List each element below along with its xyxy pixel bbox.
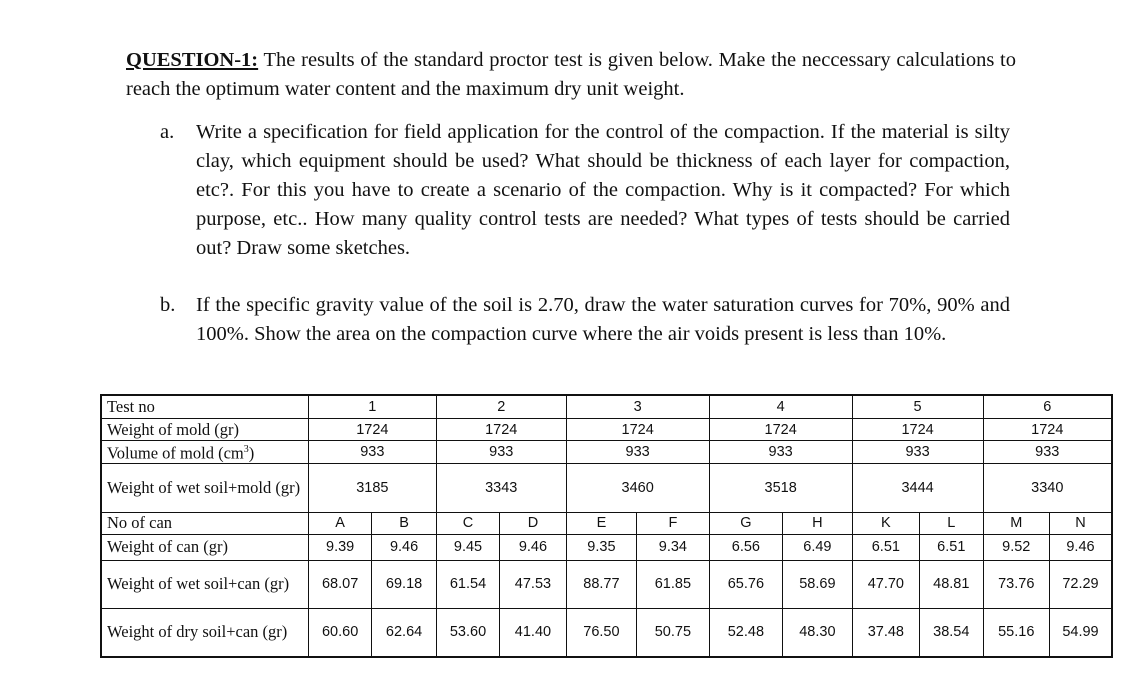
table-row-mold-volume: [101, 441, 1112, 464]
wet-soil-mold-cell: 3185: [308, 463, 436, 512]
can-weight-cell: 6.49: [783, 534, 852, 560]
label-mold-volume-text: Volume of mold (cm: [107, 443, 244, 463]
table-row-wet-soil-mold: [101, 463, 1112, 512]
mold-weight-cell: 1724: [983, 419, 1112, 441]
question-paragraph: [126, 46, 1016, 104]
can-id-cell: K: [852, 512, 919, 534]
list-item-a: [160, 118, 1010, 263]
dry-soil-can-cell: 53.60: [436, 608, 499, 657]
test-number-cell: 6: [983, 395, 1112, 419]
wet-soil-mold-cell: 3343: [436, 463, 566, 512]
dry-soil-can-cell: 52.48: [709, 608, 783, 657]
test-number-cell: 5: [852, 395, 983, 419]
can-weight-cell: 9.46: [1049, 534, 1112, 560]
can-weight-cell: 9.45: [436, 534, 499, 560]
dry-soil-can-cell: 76.50: [566, 608, 636, 657]
dry-soil-can-cell: 48.30: [783, 608, 852, 657]
mold-weight-cell: 1724: [852, 419, 983, 441]
label-can-weight: Weight of can (gr): [101, 534, 308, 560]
wet-soil-mold-cell: 3460: [566, 463, 709, 512]
label-dry-soil-can: Weight of dry soil+can (gr): [101, 608, 308, 657]
list-item-b-text: If the specific gravity value of the soil is 2.70, draw the water saturation curves for 70%, 90% and 100%. Show the area on the compaction curve where the air voids present is less than 10%.: [196, 294, 1010, 345]
wet-soil-mold-cell: 3340: [983, 463, 1112, 512]
can-id-cell: C: [436, 512, 499, 534]
wet-soil-can-cell: 68.07: [308, 560, 371, 608]
label-wet-soil-mold: Weight of wet soil+mold (gr): [101, 463, 308, 512]
wet-soil-can-cell: 48.81: [920, 560, 983, 608]
mold-weight-cell: 1724: [709, 419, 852, 441]
test-number-cell: 1: [308, 395, 436, 419]
can-id-cell: A: [308, 512, 371, 534]
wet-soil-can-cell: 69.18: [372, 560, 436, 608]
mold-weight-cell: 1724: [436, 419, 566, 441]
list-item-b: [160, 291, 1010, 349]
can-id-cell: G: [709, 512, 783, 534]
test-number-cell: 4: [709, 395, 852, 419]
can-id-cell: H: [783, 512, 852, 534]
label-mold-volume: [101, 441, 308, 464]
question-text: The results of the standard proctor test is given below. Make the neccessary calculations to reach the optimum water content and the maximum dry unit weight.: [126, 49, 1016, 100]
dry-soil-can-cell: 54.99: [1049, 608, 1112, 657]
can-weight-cell: 6.51: [920, 534, 983, 560]
wet-soil-can-cell: 88.77: [566, 560, 636, 608]
can-weight-cell: 9.52: [983, 534, 1049, 560]
dry-soil-can-cell: 62.64: [372, 608, 436, 657]
wet-soil-can-cell: 61.54: [436, 560, 499, 608]
can-weight-cell: 9.39: [308, 534, 371, 560]
table-row-can-no: [101, 512, 1112, 534]
label-test-no: Test no: [101, 395, 308, 419]
table-row-wet-soil-can: [101, 560, 1112, 608]
list-marker-a: a.: [160, 121, 175, 143]
wet-soil-mold-cell: 3444: [852, 463, 983, 512]
proctor-test-table: [100, 394, 1113, 658]
wet-soil-can-cell: 73.76: [983, 560, 1049, 608]
can-weight-cell: 9.46: [372, 534, 436, 560]
can-weight-cell: 9.34: [637, 534, 710, 560]
mold-weight-cell: 1724: [566, 419, 709, 441]
mold-volume-cell: 933: [709, 441, 852, 464]
wet-soil-can-cell: 47.53: [500, 560, 566, 608]
wet-soil-mold-cell: 3518: [709, 463, 852, 512]
label-wet-soil-can: Weight of wet soil+can (gr): [101, 560, 308, 608]
dry-soil-can-cell: 38.54: [920, 608, 983, 657]
dry-soil-can-cell: 55.16: [983, 608, 1049, 657]
label-mold-volume-close: ): [248, 443, 255, 463]
mold-volume-cell: 933: [983, 441, 1112, 464]
can-weight-cell: 6.56: [709, 534, 783, 560]
mold-volume-cell: 933: [566, 441, 709, 464]
question-label: QUESTION-1:: [126, 49, 259, 71]
wet-soil-can-cell: 58.69: [783, 560, 852, 608]
can-id-cell: M: [983, 512, 1049, 534]
list-item-a-text: Write a specification for field application for the control of the compaction. If the material is silty clay, which equipment should be used? What should be thickness of each layer for compaction, etc?. For this you have to create a scenario of the compaction. Why is it compacted? For which purpose, etc.. How many quality control tests are needed? What types of tests should be carried out? Draw some sketches.: [196, 121, 1010, 259]
mold-volume-cell: 933: [852, 441, 983, 464]
table-row-dry-soil-can: [101, 608, 1112, 657]
label-can-no: No of can: [101, 512, 308, 534]
can-id-cell: B: [372, 512, 436, 534]
can-id-cell: N: [1049, 512, 1112, 534]
table-row-test-no: [101, 395, 1112, 419]
wet-soil-can-cell: 47.70: [852, 560, 919, 608]
can-id-cell: F: [637, 512, 710, 534]
can-weight-cell: 6.51: [852, 534, 919, 560]
wet-soil-can-cell: 72.29: [1049, 560, 1112, 608]
dry-soil-can-cell: 50.75: [637, 608, 710, 657]
wet-soil-can-cell: 65.76: [709, 560, 783, 608]
test-number-cell: 2: [436, 395, 566, 419]
dry-soil-can-cell: 37.48: [852, 608, 919, 657]
dry-soil-can-cell: 41.40: [500, 608, 566, 657]
can-weight-cell: 9.46: [500, 534, 566, 560]
list-marker-b: b.: [160, 294, 176, 316]
mold-volume-cell: 933: [308, 441, 436, 464]
can-weight-cell: 9.35: [566, 534, 636, 560]
test-number-cell: 3: [566, 395, 709, 419]
can-id-cell: E: [566, 512, 636, 534]
can-id-cell: D: [500, 512, 566, 534]
can-id-cell: L: [920, 512, 983, 534]
label-mold-weight: Weight of mold (gr): [101, 419, 308, 441]
dry-soil-can-cell: 60.60: [308, 608, 371, 657]
table-row-can-weight: [101, 534, 1112, 560]
table-row-mold-weight: [101, 419, 1112, 441]
mold-weight-cell: 1724: [308, 419, 436, 441]
wet-soil-can-cell: 61.85: [637, 560, 710, 608]
label-mold-volume-exponent: 3: [243, 444, 249, 455]
mold-volume-cell: 933: [436, 441, 566, 464]
